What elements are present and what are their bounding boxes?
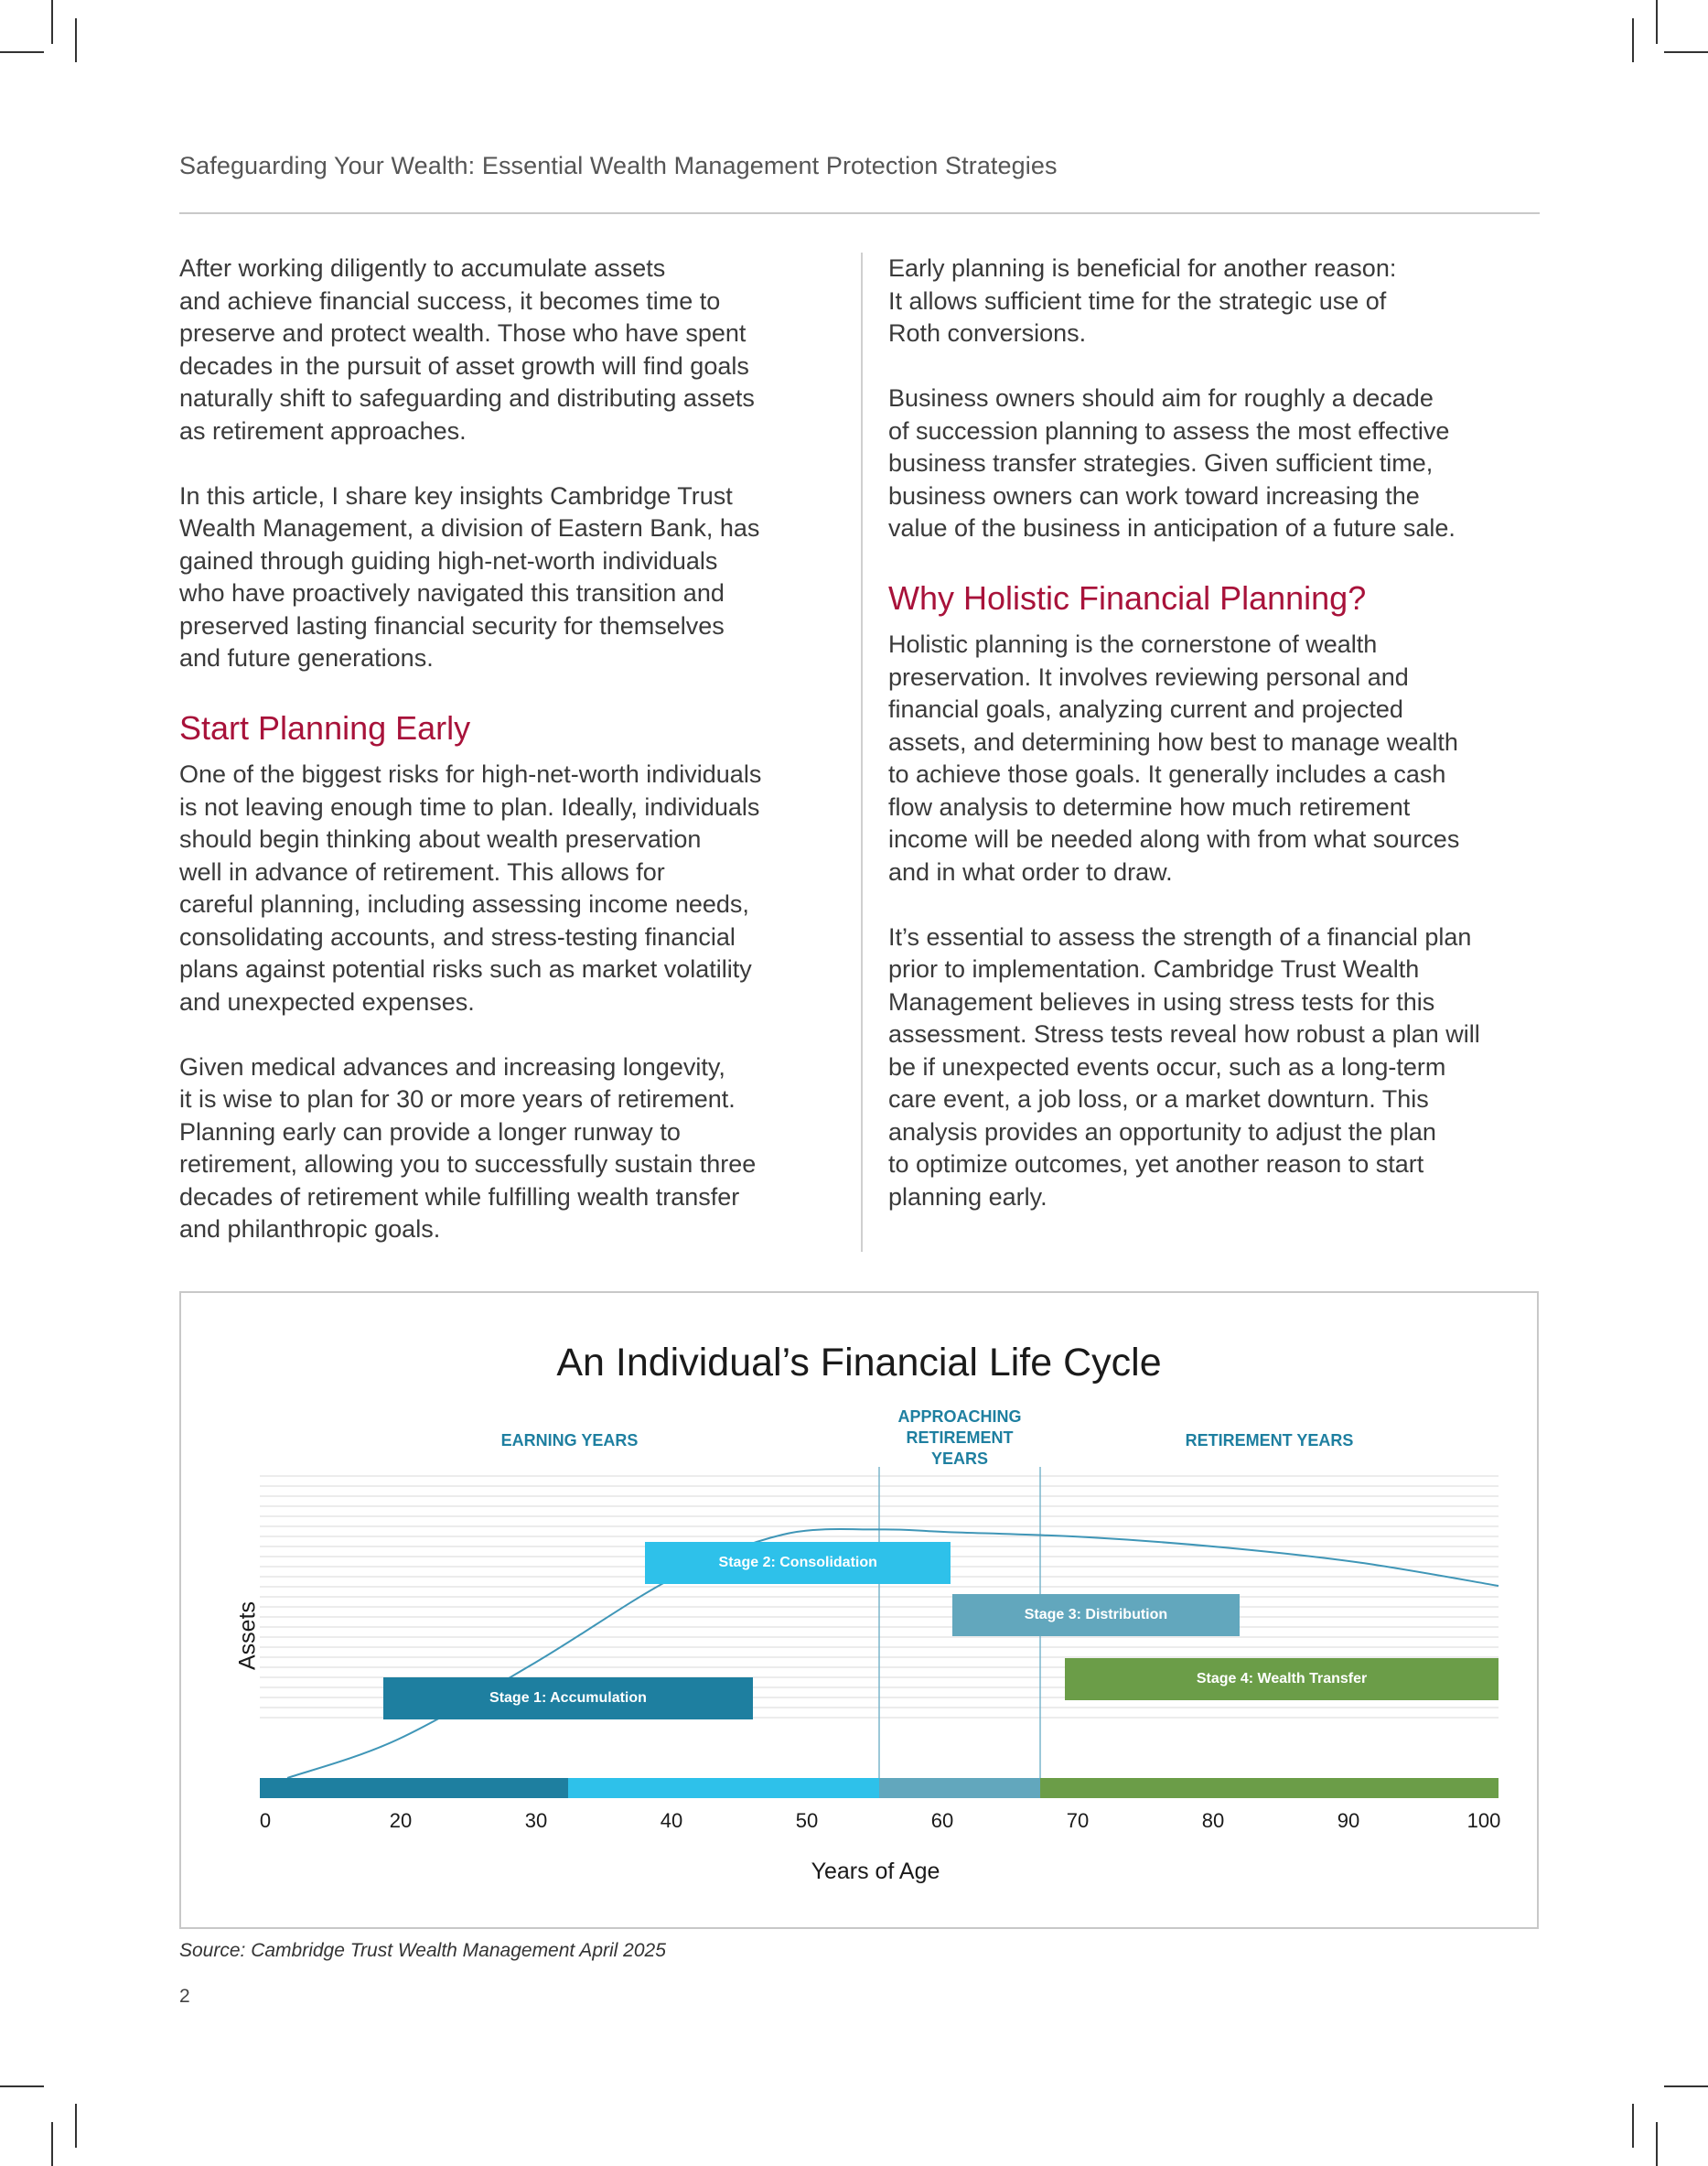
phase-label: [850, 1406, 1069, 1470]
text-line: Business owners should aim for roughly a decade: [888, 384, 1434, 412]
text-line: preservation. It involves reviewing personal and: [888, 663, 1409, 691]
risk-paragraph: [179, 759, 838, 1018]
chart-title: An Individual’s Financial Life Cycle: [556, 1341, 1162, 1385]
text-line: and unexpected expenses.: [179, 987, 475, 1016]
early-planning-paragraph: [888, 253, 1547, 350]
timeline-segment: [260, 1778, 568, 1798]
text-line: business owners can work toward increasing the: [888, 481, 1420, 510]
stress-test-paragraph: [888, 921, 1547, 1214]
running-head: Safeguarding Your Wealth: Essential Wealth Management Protection Strategies: [179, 152, 1058, 179]
text-line: plans against potential risks such as market volatility: [179, 955, 752, 983]
section-heading-holistic: Why Holistic Financial Planning?: [888, 579, 1367, 617]
text-line: to optimize outcomes, yet another reason to start: [888, 1150, 1424, 1178]
text-line: It’s essential to assess the strength of a financial plan: [888, 922, 1472, 951]
phase-label-line: APPROACHING: [897, 1407, 1022, 1426]
phase-label: [1160, 1430, 1380, 1451]
longevity-paragraph: [179, 1051, 838, 1246]
text-line: and in what order to draw.: [888, 857, 1173, 886]
crop-mark: [1656, 0, 1658, 44]
section-heading-start-planning: Start Planning Early: [179, 709, 471, 747]
text-line: income will be needed along with from what sources: [888, 825, 1460, 853]
crop-mark: [1632, 2104, 1634, 2148]
crop-mark: [1664, 2085, 1708, 2087]
text-line: and future generations.: [179, 644, 434, 672]
life-cycle-chart: [179, 1291, 1539, 1929]
header-rule: [179, 212, 1540, 214]
phase-label-line: YEARS: [930, 1449, 988, 1468]
text-line: decades in the pursuit of asset growth will find goals: [179, 351, 749, 380]
x-tick-label: 70: [1066, 1809, 1090, 1832]
timeline-segment: [1040, 1778, 1499, 1798]
text-line: planning early.: [888, 1182, 1047, 1211]
x-axis-title: Years of Age: [811, 1859, 940, 1884]
crop-mark: [51, 0, 53, 44]
text-line: preserve and protect wealth. Those who have spent: [179, 319, 747, 347]
text-line: assessment. Stress tests reveal how robust a plan will: [888, 1020, 1480, 1048]
phase-label: [460, 1430, 680, 1451]
x-tick-label: 80: [1201, 1809, 1225, 1832]
text-line: and achieve financial success, it becomes time to: [179, 286, 721, 315]
page-number: 2: [179, 1986, 190, 2007]
crop-mark: [51, 2122, 53, 2166]
text-line: Holistic planning is the cornerstone of wealth: [888, 630, 1378, 658]
intro-paragraph: [179, 253, 838, 447]
crop-mark: [1632, 18, 1634, 62]
x-tick-label: 40: [660, 1809, 683, 1832]
chart-source: Source: Cambridge Trust Wealth Management April 2025: [179, 1940, 666, 1961]
text-line: preserved lasting financial security for themselves: [179, 611, 725, 640]
text-line: prior to implementation. Cambridge Trust Wealth: [888, 955, 1420, 983]
text-line: value of the business in anticipation of a future sale.: [888, 514, 1456, 542]
x-tick-label: 30: [524, 1809, 548, 1832]
x-tick-label: 100: [1466, 1809, 1501, 1832]
text-line: After working diligently to accumulate assets: [179, 254, 666, 282]
text-line: as retirement approaches.: [179, 416, 467, 445]
crop-mark: [1656, 2122, 1658, 2166]
text-line: Management believes in using stress tests for this: [888, 987, 1435, 1016]
timeline-segment: [879, 1778, 1040, 1798]
text-line: flow analysis to determine how much retirement: [888, 792, 1411, 821]
stage-box: Stage 2: Consolidation: [645, 1542, 951, 1584]
chart-canvas: [181, 1293, 1541, 1931]
text-line: gained through guiding high-net-worth individuals: [179, 546, 718, 575]
timeline-segment: [568, 1778, 879, 1798]
text-line: decades of retirement while fulfilling wealth transfer: [179, 1182, 740, 1211]
x-tick-label: 90: [1337, 1809, 1360, 1832]
text-line: well in advance of retirement. This allows for: [179, 857, 665, 886]
stage-box: Stage 3: Distribution: [952, 1594, 1240, 1636]
text-line: One of the biggest risks for high-net-worth individuals: [179, 760, 762, 788]
crop-mark: [1664, 51, 1708, 53]
y-axis-title: Assets: [234, 1600, 261, 1671]
text-line: careful planning, including assessing income needs,: [179, 890, 749, 918]
phase-label-line: EARNING YEARS: [500, 1431, 639, 1449]
crop-mark: [0, 2085, 44, 2087]
text-line: is not leaving enough time to plan. Ideally, individuals: [179, 792, 760, 821]
left-column: [179, 253, 838, 1278]
text-line: and philanthropic goals.: [179, 1215, 441, 1243]
x-tick-label: 50: [795, 1809, 819, 1832]
x-tick-label: 20: [389, 1809, 413, 1832]
text-line: Roth conversions.: [888, 319, 1087, 347]
text-line: retirement, allowing you to successfully sustain three: [179, 1150, 757, 1178]
text-line: business transfer strategies. Given sufficient time,: [888, 449, 1434, 477]
text-line: financial goals, analyzing current and projected: [888, 695, 1403, 723]
business-paragraph: [888, 383, 1547, 545]
text-line: In this article, I share key insights Cambridge Trust: [179, 481, 733, 510]
text-line: Wealth Management, a division of Eastern Bank, has: [179, 514, 760, 542]
text-line: to achieve those goals. It generally includes a cash: [888, 760, 1446, 788]
stage-box: Stage 1: Accumulation: [383, 1677, 752, 1719]
text-line: assets, and determining how best to manage wealth: [888, 727, 1458, 756]
text-line: consolidating accounts, and stress-testing financial: [179, 922, 736, 951]
crop-mark: [75, 2104, 77, 2148]
right-column: [888, 253, 1547, 1246]
crop-mark: [75, 18, 77, 62]
phase-label-line: RETIREMENT YEARS: [1185, 1431, 1354, 1449]
text-line: Early planning is beneficial for another reason:: [888, 254, 1397, 282]
phase-label-line: RETIREMENT: [906, 1428, 1014, 1447]
holistic-paragraph: [888, 629, 1547, 889]
text-line: should begin thinking about wealth preservation: [179, 825, 702, 853]
stage-box: Stage 4: Wealth Transfer: [1065, 1658, 1499, 1700]
text-line: be if unexpected events occur, such as a long-term: [888, 1052, 1446, 1081]
text-line: analysis provides an opportunity to adjust the plan: [888, 1117, 1436, 1146]
text-line: naturally shift to safeguarding and distributing assets: [179, 384, 755, 412]
column-divider: [861, 253, 863, 1252]
x-tick-label: 60: [930, 1809, 954, 1832]
text-line: who have proactively navigated this transition and: [179, 579, 725, 607]
x-tick-label: 0: [259, 1809, 272, 1832]
text-line: care event, a job loss, or a market downturn. This: [888, 1085, 1429, 1113]
text-line: of succession planning to assess the most effective: [888, 416, 1450, 445]
text-line: It allows sufficient time for the strategic use of: [888, 286, 1387, 315]
text-line: Planning early can provide a longer runway to: [179, 1117, 681, 1146]
text-line: Given medical advances and increasing longevity,: [179, 1052, 725, 1081]
article-paragraph: [179, 480, 838, 675]
crop-mark: [0, 51, 44, 53]
text-line: it is wise to plan for 30 or more years of retirement.: [179, 1085, 736, 1113]
